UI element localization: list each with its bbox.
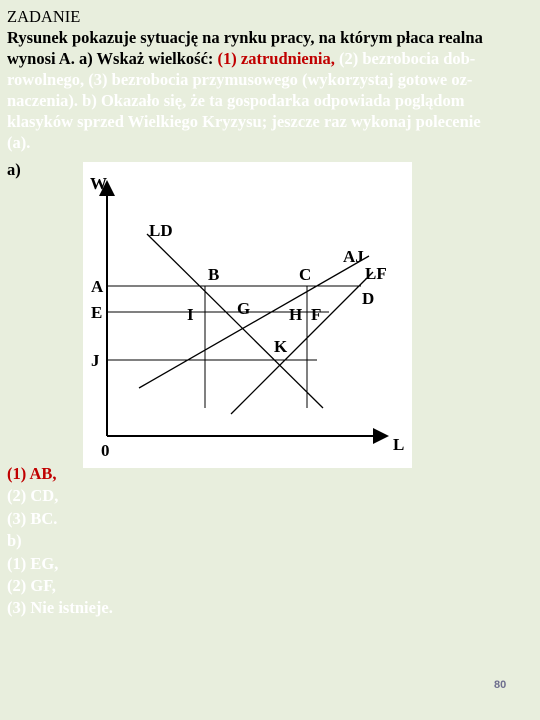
task-line: rowolnego, (3) bezrobocia przymusowego (wykorzystaj gotowe oz- — [7, 70, 473, 89]
wage-label-a: A — [91, 277, 104, 296]
curve-label-aj: AJ — [343, 247, 364, 266]
point-label-f: F — [311, 305, 322, 324]
highlighted-question: (1) zatrudnienia, — [217, 49, 335, 68]
answer-a1: (1) AB, — [7, 464, 57, 483]
task-line: (a). — [7, 133, 31, 152]
task-line-text: wynosi A. a) Wskaż wielkość: — [7, 49, 218, 68]
part-b-label: b) — [7, 531, 22, 551]
task-line: Rysunek pokazuje sytuację na rynku pracy, na którym płaca realna — [7, 28, 483, 47]
answers — [7, 463, 113, 620]
wage-label-j: J — [91, 351, 100, 370]
page-number: 80 — [494, 679, 507, 691]
point-label-h: H — [289, 305, 303, 324]
answer-b1: (1) EG, — [7, 553, 59, 573]
aj-curve — [139, 256, 369, 388]
point-label-i: I — [187, 305, 194, 324]
point-label-c: C — [299, 265, 312, 284]
part-a-label: a) — [7, 160, 21, 179]
axis-label-w: W — [90, 174, 107, 193]
wage-label-e: E — [91, 303, 103, 322]
curve-label-ld: LD — [149, 221, 173, 240]
axis-label-l: L — [393, 435, 405, 454]
answer-b3: (3) Nie istnieje. — [7, 598, 113, 618]
task-title: ZADANIE — [7, 7, 81, 26]
diagram-svg — [83, 162, 412, 468]
point-label-b: B — [208, 265, 220, 284]
point-label-k: K — [274, 337, 288, 356]
answer-a3: (3) BC. — [7, 508, 58, 528]
origin-label: 0 — [101, 441, 110, 460]
labor-market-diagram — [83, 162, 412, 468]
lf-curve — [231, 272, 373, 414]
point-label-g: G — [237, 299, 251, 318]
task-line: klasyków sprzed Wielkiego Kryzysu; jeszcze raz wykonaj polecenie — [7, 112, 481, 131]
answer-a2: (2) CD, — [7, 486, 59, 506]
task-line — [7, 48, 533, 69]
task-text — [7, 6, 533, 153]
curve-label-lf: LF — [365, 264, 387, 283]
answer-b2: (2) GF, — [7, 576, 56, 596]
point-label-d: D — [362, 289, 375, 308]
task-line: naczenia). b) Okazało się, że ta gospodarka odpowiada poglądom — [7, 91, 465, 110]
faded-question-text: (2) bezrobocia dob- — [334, 49, 476, 68]
